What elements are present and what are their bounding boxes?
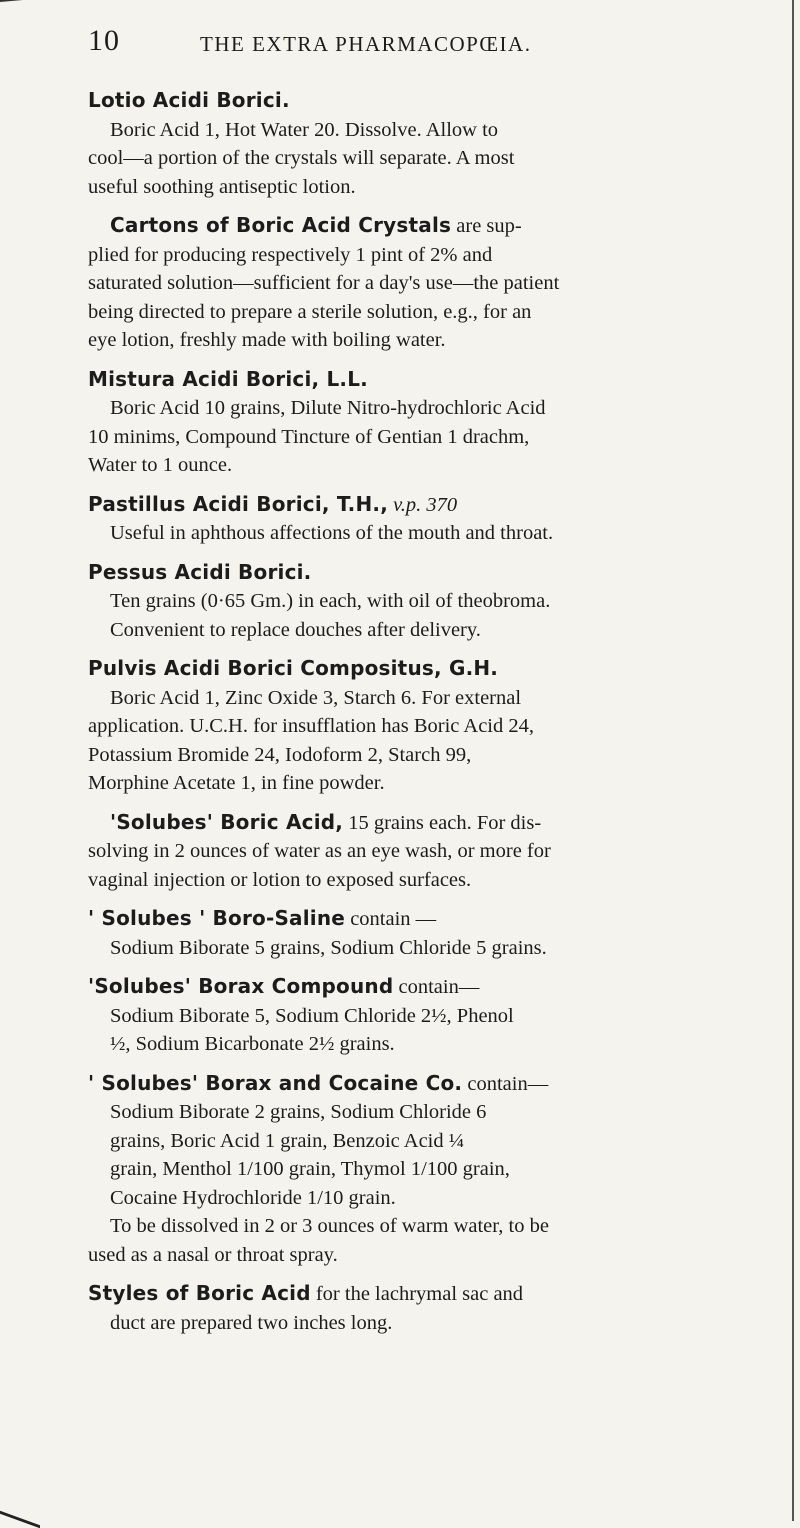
entry-line: Convenient to replace douches after delivery.: [110, 618, 481, 641]
entry-heading-line: [88, 1069, 760, 1099]
entry-heading-line: [88, 1279, 760, 1309]
entry-heading-line: [88, 558, 760, 588]
entry-line: Morphine Acetate 1, in fine powder.: [88, 772, 385, 794]
entry-styles-boric-acid: [88, 1279, 760, 1337]
entry-solubes-boro-saline: [88, 904, 760, 962]
entry-heading: ' Solubes ' Boro-Saline: [88, 906, 346, 930]
entry-line: Sodium Biborate 5 grains, Sodium Chloride 5 grains.: [110, 936, 547, 959]
entry-solubes-boric-acid: [88, 808, 760, 895]
entry-cartons-boric-acid: [88, 211, 760, 355]
entry-heading: Cartons of Boric Acid Crystals: [110, 213, 452, 237]
entry-heading-rest: contain—: [393, 976, 480, 998]
entry-heading: ' Solubes' Borax and Cocaine Co.: [88, 1070, 463, 1095]
entry-heading-rest: 15 grains each. For dis-: [343, 811, 542, 834]
entry-heading: Lotio Acidi Borici.: [88, 88, 290, 112]
entry-line: Ten grains (0·65 Gm.) in each, with oil of theobroma.: [110, 590, 551, 612]
entry-heading-line: [88, 86, 760, 116]
page-header: [88, 24, 748, 64]
entry-pulvis-acidi-borici: [88, 654, 760, 798]
entry-heading-rest: are sup-: [451, 215, 522, 237]
entry-mistura-acidi-borici: [88, 365, 760, 480]
entry-heading: Pessus Acidi Borici.: [88, 559, 312, 584]
entry-line: 10 minims, Compound Tincture of Gentian 1 drachm,: [88, 425, 530, 448]
entry-line: eye lotion, freshly made with boiling water.: [88, 329, 446, 351]
entry-line: being directed to prepare a sterile solution, e.g., for an: [88, 300, 532, 323]
page-footer-mark: [0, 1497, 40, 1528]
entry-heading-line: [88, 808, 760, 838]
entry-line: used as a nasal or throat spray.: [88, 1243, 338, 1266]
entry-line: Boric Acid 1, Hot Water 20. Dissolve. Allow to: [110, 118, 499, 141]
entry-line: useful soothing antiseptic lotion.: [88, 175, 356, 198]
entry-heading-line: [88, 365, 760, 395]
running-title: THE EXTRA PHARMACOPŒIA.: [200, 32, 532, 56]
entry-heading-line: [88, 654, 760, 684]
entry-line: Cocaine Hydrochloride 1/10 grain.: [110, 1186, 396, 1209]
entry-heading: 'Solubes' Borax Compound: [88, 974, 394, 998]
entry-line: Sodium Biborate 5, Sodium Chloride 2½, Phenol: [110, 1004, 514, 1027]
entry-line: grain, Menthol 1/100 grain, Thymol 1/100 grain,: [110, 1158, 510, 1180]
entry-heading-rest: contain—: [462, 1072, 549, 1095]
entry-solubes-borax-compound: [88, 972, 760, 1059]
page-content: [88, 86, 760, 1347]
entry-heading: Mistura Acidi Borici, L.L.: [88, 366, 368, 391]
entry-line: Sodium Biborate 2 grains, Sodium Chloride 6: [110, 1101, 487, 1123]
entry-line: application. U.C.H. for insufflation has Boric Acid 24,: [88, 715, 534, 737]
entry-heading: Pastillus Acidi Borici, T.H.,: [88, 491, 388, 516]
entry-heading: Pulvis Acidi Borici Compositus, G.H.: [88, 656, 499, 680]
entry-line: duct are prepared two inches long.: [110, 1311, 393, 1334]
entry-heading-rest: contain —: [345, 908, 437, 930]
entry-line: grains, Boric Acid 1 grain, Benzoic Acid ¼: [110, 1129, 465, 1152]
entry-heading-rest: v.p. 370: [388, 493, 458, 516]
entry-lotio-acidi-borici: [88, 86, 760, 201]
entry-solubes-borax-cocaine: [88, 1069, 760, 1270]
entry-heading-rest: for the lachrymal sac and: [310, 1283, 524, 1305]
entry-line: saturated solution—sufficient for a day's use—the patient: [88, 272, 560, 294]
entry-heading: Styles of Boric Acid: [88, 1281, 311, 1305]
entry-line: To be dissolved in 2 or 3 ounces of warm water, to be: [110, 1215, 549, 1237]
entry-line: vaginal injection or lotion to exposed surfaces.: [88, 868, 472, 891]
entry-heading-line: [88, 490, 760, 520]
entry-line: cool—a portion of the crystals will separate. A most: [88, 147, 515, 169]
entry-line: solving in 2 ounces of water as an eye wash, or more for: [88, 840, 551, 862]
page-number: 10: [88, 24, 120, 57]
entry-pastillus-acidi-borici: [88, 490, 760, 548]
entry-heading-line: [88, 211, 760, 241]
entry-heading: 'Solubes' Boric Acid,: [110, 809, 344, 834]
entry-line: Boric Acid 10 grains, Dilute Nitro-hydrochloric Acid: [110, 397, 546, 419]
entry-heading-line: [88, 972, 760, 1002]
entry-line: Potassium Bromide 24, Iodoform 2, Starch 99,: [88, 743, 472, 766]
entry-pessus-acidi-borici: [88, 558, 760, 645]
page-edge-rule: [792, 0, 794, 1521]
entry-line: Useful in aphthous affections of the mouth and throat.: [110, 522, 554, 544]
entry-heading-line: [88, 904, 760, 934]
entry-line: ½, Sodium Bicarbonate 2½ grains.: [110, 1033, 395, 1055]
entry-line: Water to 1 ounce.: [88, 454, 233, 476]
entry-line: plied for producing respectively 1 pint of 2% and: [88, 243, 493, 266]
entry-line: Boric Acid 1, Zinc Oxide 3, Starch 6. For external: [110, 686, 522, 709]
